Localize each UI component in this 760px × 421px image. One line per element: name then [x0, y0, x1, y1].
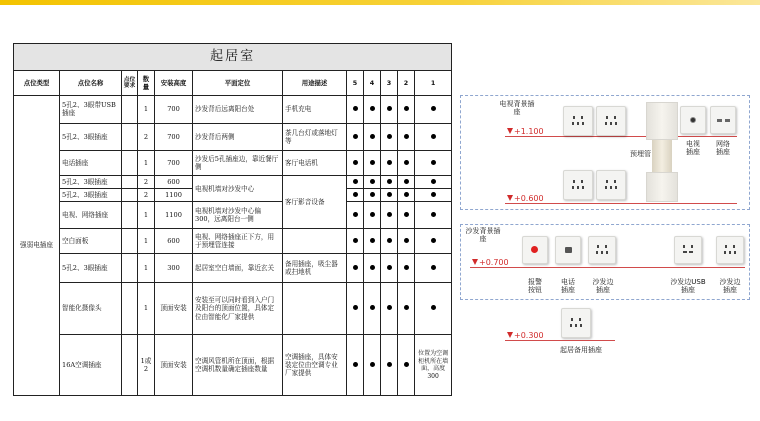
- alarm-button-label: 报警按钮: [528, 278, 542, 295]
- dot-icon: [404, 238, 409, 243]
- tv-wall-label: 电视背景插座: [499, 100, 535, 117]
- applicable-mark: [398, 282, 415, 335]
- usage-description: 手机充电: [283, 95, 347, 124]
- applicable-mark: [381, 202, 398, 228]
- five-hole-socket-icon: [596, 106, 626, 136]
- col-header: 用途描述: [283, 71, 347, 95]
- point-requirement: [122, 228, 138, 253]
- dot-icon: [404, 134, 409, 139]
- col-header: 3: [381, 71, 398, 95]
- dot-icon: [431, 106, 436, 111]
- phone-socket-label: 电话插座: [561, 278, 575, 295]
- col-header: 点位要求: [122, 71, 138, 95]
- dot-icon: [404, 160, 409, 165]
- plan-position: 空调风管机所在顶面，根据空调机数量确定插座数量: [193, 335, 283, 396]
- dot-icon: [353, 212, 358, 217]
- point-requirement: [122, 150, 138, 175]
- col-header: 点位名称: [60, 71, 122, 95]
- install-height: 顶面安装: [155, 335, 193, 396]
- usage-description: 客厅电话机: [283, 150, 347, 175]
- usage-description: 空调插座，具体安装定位由空调专业厂家提供: [283, 335, 347, 396]
- sofa-side-socket-label: 沙发边插座: [592, 278, 614, 295]
- dot-icon: [431, 160, 436, 165]
- table-row: [14, 282, 452, 335]
- dot-icon: [431, 238, 436, 243]
- point-name: 电话插座: [60, 150, 122, 175]
- dot-icon: [404, 106, 409, 111]
- dot-icon: [370, 212, 375, 217]
- five-hole-socket-icon: [588, 236, 616, 264]
- dot-icon: [404, 212, 409, 217]
- table-row: [14, 254, 452, 283]
- point-requirement: [122, 282, 138, 335]
- usage-description: 备用插座，吸尘器或扫地机: [283, 254, 347, 283]
- applicable-mark: [415, 124, 452, 150]
- level-note: 位置为空调柜机所在墙面，高度300: [415, 335, 452, 396]
- applicable-mark: [415, 150, 452, 175]
- dot-icon: [370, 179, 375, 184]
- network-socket-icon: [710, 106, 736, 134]
- point-requirement: [122, 202, 138, 228]
- dot-icon: [431, 305, 436, 310]
- install-height: 700: [155, 95, 193, 124]
- applicable-mark: [381, 282, 398, 335]
- height-label-300: +0.300: [514, 331, 544, 340]
- spare-socket-label: 起居备用插座: [560, 346, 602, 354]
- five-hole-socket-icon: [563, 170, 593, 200]
- dot-icon: [370, 362, 375, 367]
- col-header: 5: [347, 71, 364, 95]
- applicable-mark: [398, 175, 415, 188]
- applicable-mark: [415, 189, 452, 202]
- point-name: 5孔2、3眼插座: [60, 189, 122, 202]
- point-name: 16A空调插座: [60, 335, 122, 396]
- dot-icon: [370, 265, 375, 270]
- install-height: 700: [155, 150, 193, 175]
- applicable-mark: [364, 202, 381, 228]
- col-header: 2: [398, 71, 415, 95]
- applicable-mark: [398, 202, 415, 228]
- usage-description: 客厅影音设备: [283, 175, 347, 228]
- install-height: 1100: [155, 202, 193, 228]
- point-requirement: [122, 189, 138, 202]
- height-label-1100: +1.100: [514, 127, 544, 136]
- applicable-mark: [364, 282, 381, 335]
- applicable-mark: [415, 228, 452, 253]
- height-marker-icon: [507, 332, 513, 338]
- applicable-mark: [415, 254, 452, 283]
- dot-icon: [353, 265, 358, 270]
- table-title: 起居室: [14, 44, 452, 71]
- applicable-mark: [381, 254, 398, 283]
- dot-icon: [387, 212, 392, 217]
- applicable-mark: [364, 175, 381, 188]
- point-name: 5孔2、3眼插座: [60, 124, 122, 150]
- quantity: 2: [138, 189, 155, 202]
- applicable-mark: [415, 95, 452, 124]
- five-hole-socket-icon: [596, 170, 626, 200]
- col-header: 平面定位: [193, 71, 283, 95]
- quantity: 1: [138, 202, 155, 228]
- table-row: [14, 202, 452, 228]
- install-height: 600: [155, 175, 193, 188]
- plan-position: 沙发背后远离阳台处: [193, 95, 283, 124]
- quantity: 1或2: [138, 335, 155, 396]
- five-hole-socket-icon: [561, 308, 591, 338]
- applicable-mark: [364, 95, 381, 124]
- alarm-button-icon: [522, 236, 548, 264]
- applicable-mark: [347, 282, 364, 335]
- dot-icon: [353, 362, 358, 367]
- col-header: 1: [415, 71, 452, 95]
- applicable-mark: [381, 150, 398, 175]
- dot-icon: [387, 362, 392, 367]
- dot-icon: [353, 238, 358, 243]
- height-label-600: +0.600: [514, 194, 544, 203]
- sofa-usb-socket-label: 沙发边USB插座: [670, 278, 706, 295]
- height-marker-icon: [507, 128, 513, 134]
- table-header-row: [14, 71, 452, 95]
- quantity: 1: [138, 150, 155, 175]
- col-header: 数量: [138, 71, 155, 95]
- applicable-mark: [364, 150, 381, 175]
- dot-icon: [353, 305, 358, 310]
- plan-position: 安装至可以同时看到入户门及阳台的顶面位置，具体定位由智能化厂家提供: [193, 282, 283, 335]
- dot-icon: [353, 134, 358, 139]
- applicable-mark: [347, 175, 364, 188]
- socket-spec-table: [13, 43, 452, 396]
- dot-icon: [353, 179, 358, 184]
- plan-position: 沙发后5孔插座边，靠近餐厅侧: [193, 150, 283, 175]
- applicable-mark: [364, 189, 381, 202]
- five-hole-socket-icon: [563, 106, 593, 136]
- applicable-mark: [364, 254, 381, 283]
- applicable-mark: [398, 95, 415, 124]
- point-name: 5孔2、3眼插座: [60, 175, 122, 188]
- col-header: 安装高度: [155, 71, 193, 95]
- dot-icon: [370, 192, 375, 197]
- applicable-mark: [347, 95, 364, 124]
- applicable-mark: [398, 189, 415, 202]
- tv-socket-icon: [680, 106, 706, 134]
- sofa-wall-label: 沙发背景插座: [465, 227, 501, 244]
- dot-icon: [404, 362, 409, 367]
- applicable-mark: [364, 335, 381, 396]
- conduit-pipe-icon: [652, 140, 672, 172]
- dot-icon: [370, 106, 375, 111]
- dot-icon: [431, 212, 436, 217]
- height-line-600: [505, 203, 737, 204]
- dot-icon: [353, 160, 358, 165]
- table-row: [14, 228, 452, 253]
- point-name: 5孔2、3眼带USB插座: [60, 95, 122, 124]
- install-height: 600: [155, 228, 193, 253]
- height-line-700: [470, 267, 745, 268]
- point-name: 空白面板: [60, 228, 122, 253]
- applicable-mark: [398, 150, 415, 175]
- dot-icon: [431, 265, 436, 270]
- applicable-mark: [381, 175, 398, 188]
- point-requirement: [122, 254, 138, 283]
- dot-icon: [387, 134, 392, 139]
- quantity: 2: [138, 175, 155, 188]
- applicable-mark: [347, 150, 364, 175]
- height-marker-icon: [507, 195, 513, 201]
- plan-position: 电视机墙对沙发中心偏300，远离阳台一侧: [193, 202, 283, 228]
- table-row: [14, 175, 452, 188]
- phone-socket-icon: [555, 236, 581, 264]
- point-name: 智能化摄像头: [60, 282, 122, 335]
- dot-icon: [387, 265, 392, 270]
- point-requirement: [122, 175, 138, 188]
- applicable-mark: [347, 335, 364, 396]
- applicable-mark: [415, 282, 452, 335]
- quantity: 1: [138, 282, 155, 335]
- plan-position: 沙发背后两侧: [193, 124, 283, 150]
- dot-icon: [370, 305, 375, 310]
- applicable-mark: [347, 124, 364, 150]
- point-name: 电视、网络插座: [60, 202, 122, 228]
- dot-icon: [370, 160, 375, 165]
- five-hole-socket-icon: [716, 236, 744, 264]
- point-requirement: [122, 124, 138, 150]
- applicable-mark: [364, 228, 381, 253]
- applicable-mark: [398, 335, 415, 396]
- dot-icon: [353, 192, 358, 197]
- blank-panel-icon: [646, 102, 678, 140]
- install-height: 300: [155, 254, 193, 283]
- applicable-mark: [347, 189, 364, 202]
- category-cell: 强弱电插座: [14, 95, 60, 395]
- plan-position: 电视、网络插座正下方，用于预埋管连接: [193, 228, 283, 253]
- point-requirement: [122, 95, 138, 124]
- point-requirement: [122, 335, 138, 396]
- applicable-mark: [364, 124, 381, 150]
- applicable-mark: [398, 254, 415, 283]
- table-row: [14, 124, 452, 150]
- plan-position: 起居室空白墙面，靠近玄关: [193, 254, 283, 283]
- dot-icon: [387, 106, 392, 111]
- install-height: 700: [155, 124, 193, 150]
- dot-icon: [431, 179, 436, 184]
- dot-icon: [387, 192, 392, 197]
- tv-socket-label: 电视插座: [686, 140, 700, 157]
- dot-icon: [387, 179, 392, 184]
- applicable-mark: [398, 228, 415, 253]
- table-row: [14, 95, 452, 124]
- dot-icon: [387, 160, 392, 165]
- point-name: 5孔2、3眼插座: [60, 254, 122, 283]
- col-header: 点位类型: [14, 71, 60, 95]
- applicable-mark: [347, 254, 364, 283]
- dot-icon: [404, 192, 409, 197]
- applicable-mark: [415, 175, 452, 188]
- quantity: 1: [138, 228, 155, 253]
- blank-panel-icon: [646, 172, 678, 202]
- dot-icon: [431, 134, 436, 139]
- col-header: 4: [364, 71, 381, 95]
- height-line-1100: [505, 136, 737, 137]
- applicable-mark: [347, 202, 364, 228]
- sofa-side-socket-label: 沙发边插座: [719, 278, 741, 295]
- top-accent-bar: [0, 0, 760, 5]
- applicable-mark: [415, 202, 452, 228]
- height-line-300: [505, 340, 615, 341]
- applicable-mark: [381, 335, 398, 396]
- dot-icon: [370, 134, 375, 139]
- table-row: [14, 335, 452, 396]
- install-height: 1100: [155, 189, 193, 202]
- usb-socket-icon: [674, 236, 702, 264]
- dot-icon: [404, 305, 409, 310]
- dot-icon: [431, 192, 436, 197]
- applicable-mark: [398, 124, 415, 150]
- dot-icon: [404, 179, 409, 184]
- quantity: 1: [138, 95, 155, 124]
- plan-position: 电视机墙对沙发中心: [193, 175, 283, 201]
- applicable-mark: [381, 228, 398, 253]
- dot-icon: [353, 106, 358, 111]
- dot-icon: [404, 265, 409, 270]
- applicable-mark: [381, 95, 398, 124]
- quantity: 2: [138, 124, 155, 150]
- dot-icon: [370, 238, 375, 243]
- dot-icon: [387, 238, 392, 243]
- quantity: 1: [138, 254, 155, 283]
- install-height: 顶面安装: [155, 282, 193, 335]
- height-marker-icon: [472, 259, 478, 265]
- pipe-label: 预埋管: [630, 150, 651, 158]
- applicable-mark: [381, 124, 398, 150]
- applicable-mark: [347, 228, 364, 253]
- network-socket-label: 网络插座: [716, 140, 730, 157]
- usage-description: 茶几台灯或落地灯等: [283, 124, 347, 150]
- table-row: [14, 150, 452, 175]
- usage-description: [283, 282, 347, 335]
- usage-description: [283, 228, 347, 253]
- height-label-700: +0.700: [479, 258, 509, 267]
- dot-icon: [387, 305, 392, 310]
- applicable-mark: [381, 189, 398, 202]
